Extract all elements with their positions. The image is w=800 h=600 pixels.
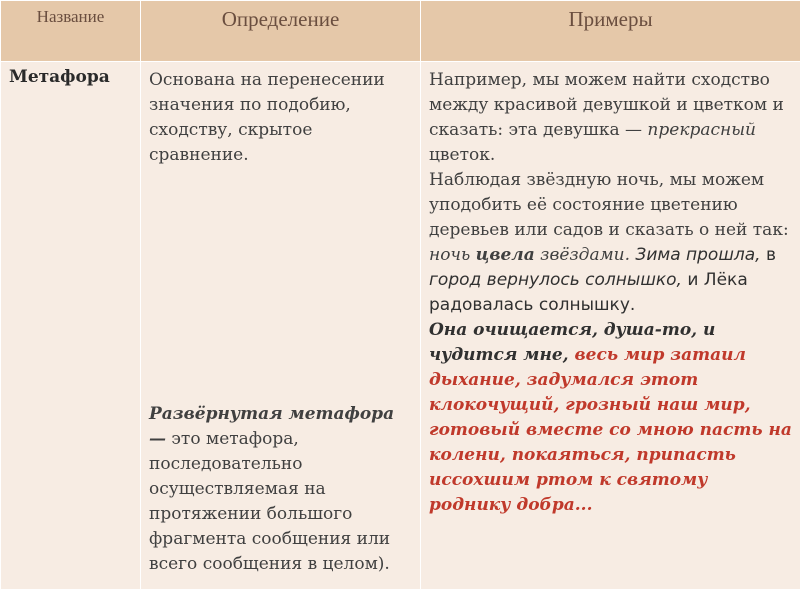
example-1-italic: прекрасный [647, 120, 756, 140]
header-name: Название [36, 7, 105, 26]
example-3-red: весь мир затаил дыхание, задумался этот клокочущий, грозный наш мир, готовый вместе со мною пасть на колени, покаяться, припасть иссохшим ртом к святому роднику добра... [429, 345, 792, 515]
example-2-bold: цвела [475, 245, 535, 265]
extended-metaphor-text: это метафора, последовательно осуществляемая на протяжении большого фрагмента сообщения или всего сообщения в целом). [149, 429, 391, 574]
example-3 [429, 318, 794, 518]
example-2-italic-2: звёздами. [534, 245, 631, 265]
example-2-sans-1: Зима прошла, [630, 245, 761, 265]
example-2 [429, 168, 794, 318]
term: Метафора [9, 67, 110, 87]
extended-metaphor-definition [141, 402, 420, 589]
example-2-italic-1: ночь [429, 245, 476, 265]
header-definition-cell [141, 1, 421, 62]
header-row [1, 1, 800, 62]
extended-metaphor-term: Развёрнутая метафора — [149, 404, 395, 449]
header-definition: Определение [221, 7, 340, 31]
example-1-tail: цветок. [429, 145, 496, 165]
header-examples: Примеры [568, 7, 653, 31]
header-examples-cell [421, 1, 800, 62]
table-row [1, 62, 800, 590]
example-3-bold: Она очищается, душа-то, и чудится мне, [429, 320, 716, 365]
header-name-cell [1, 1, 141, 62]
example-2-sans-2: в [760, 245, 777, 265]
definition-cell [141, 62, 421, 590]
example-2-sans-3: город вернулось солнышко, [429, 270, 682, 290]
term-cell [1, 62, 141, 590]
example-2-sans-4: и Лёка радовалась солнышку. [429, 270, 748, 315]
example-1-text: Например, мы можем найти сходство между красивой девушкой и цветком и сказать: эта девушка — [429, 70, 784, 140]
examples-cell [421, 62, 800, 590]
example-1 [429, 68, 794, 168]
example-2-text: Наблюдая звёздную ночь, мы можем уподобить её состояние цветению деревьев или садов и сказать о ней так: [429, 170, 789, 240]
definition-text: Основана на перенесении значения по подобию, сходству, скрытое сравнение. [149, 70, 385, 165]
